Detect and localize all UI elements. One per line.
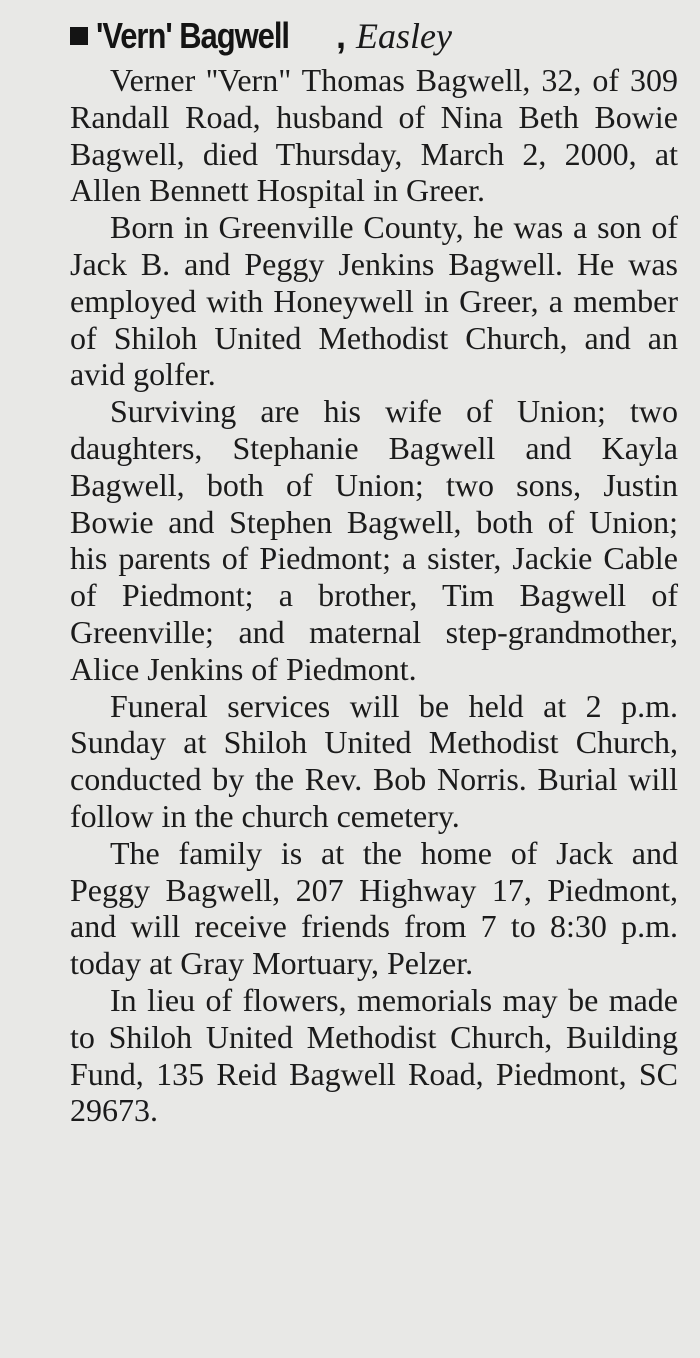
paragraph-memorials: In lieu of flowers, memorials may be made to Shiloh United Methodist Church, Building Fund, 135 Reid Bagwell Road, Piedmont, SC 29673. [70, 981, 678, 1129]
hometown: Easley [356, 16, 452, 56]
paragraph-survivors: Surviving are his wife of Union; two daughters, Stephanie Bagwell and Kayla Bagwell, both of Union; two sons, Justin Bowie and Stephen Bagwell, both of Union; his parents of Piedmont; a sister, Jackie Cable of Piedmont; a brother, Tim Bagwell of Greenville; and maternal step-grandmother, Alice Jenkins of Piedmont. [70, 393, 678, 687]
deceased-name: 'Vern' Bagwell [96, 15, 290, 56]
obituary-body [70, 62, 678, 1129]
headline-separator: , [336, 15, 347, 56]
paragraph-death-notice: Verner ''Vern" Thomas Bagwell, 32, of 309 Randall Road, husband of Nina Beth Bowie Bagwell, died Thursday, March 2, 2000, at Allen Bennett Hospital in Greer. [70, 62, 678, 209]
paragraph-funeral-services: Funeral services will be held at 2 p.m. Sunday at Shiloh United Methodist Church, conducted by the Rev. Bob Norris. Burial will follow in the church cemetery. [70, 687, 678, 834]
paragraph-visitation: The family is at the home of Jack and Peggy Bagwell, 207 Highway 17, Piedmont, and will receive friends from 7 to 8:30 p.m. today at Gray Mortuary, Pelzer. [70, 834, 678, 982]
paragraph-biography: Born in Greenville County, he was a son of Jack B. and Peggy Jenkins Bagwell. He was employed with Honeywell in Greer, a member of Shiloh United Methodist Church, and an avid golfer. [70, 209, 678, 393]
obituary-headline [70, 12, 452, 60]
square-bullet-icon [70, 27, 88, 45]
